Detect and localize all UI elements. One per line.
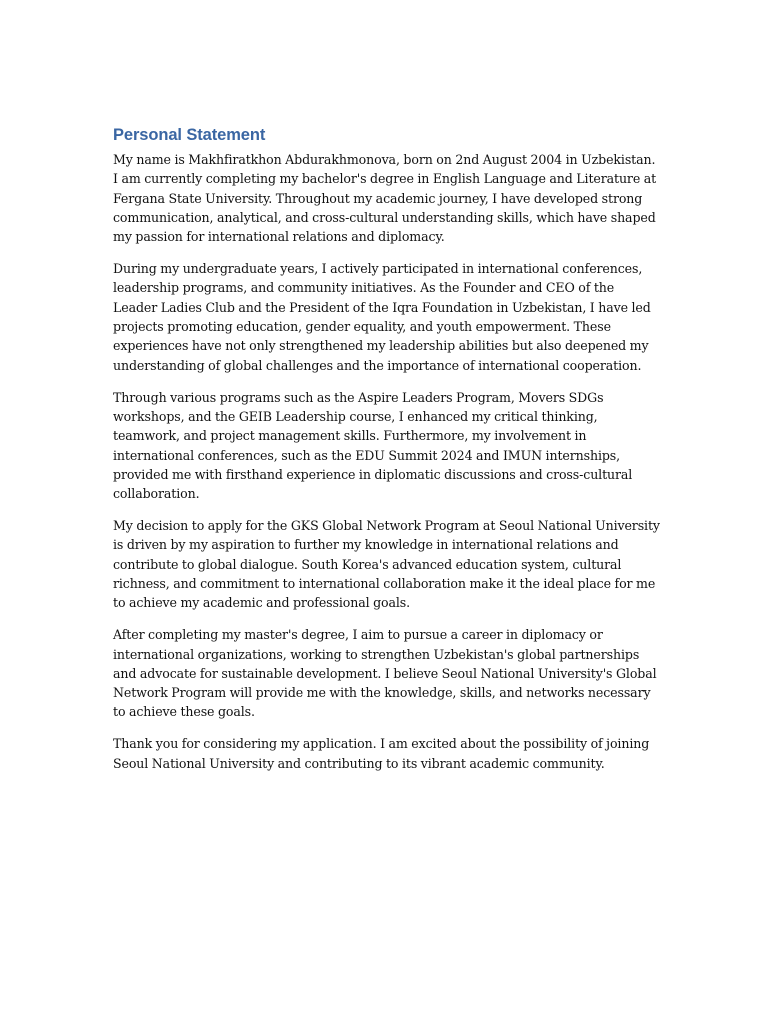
paragraph-closing: Thank you for considering my application. I am excited about the possibility of joining Seoul National University and contributing to its vibrant academic community. [113,736,650,771]
document-heading: Personal Statement [113,126,266,144]
document-body [113,124,661,786]
paragraph-undergraduate-experience: During my undergraduate years, I actively participated in international conferences, leadership programs, and community initiatives. As the Founder and CEO of the Leader Ladies Club and the President of the Iqra Foundation in Uzbekistan, I have led projects promoting education, gender equality, and youth empowerment. These experiences have not only strengthened my leadership abilities but also deepened my understanding of global challenges and the importance of international cooperation. [113,261,651,373]
paragraph-introduction: My name is Makhfiratkhon Abdurakhmonova, born on 2nd August 2004 in Uzbekistan. I am currently completing my bachelor's degree in English Language and Literature at Fergana State University. Throughout my academic journey, I have developed strong communication, analytical, and cross-cultural understanding skills, which have shaped my passion for international relations and diplomacy. [113,152,657,245]
paragraph-career-goals: After completing my master's degree, I aim to pursue a career in diplomacy or international organizations, working to strengthen Uzbekistan's global partnerships and advocate for sustainable development. I believe Seoul National University's Global Network Program will provide me with the knowledge, skills, and networks necessary to achieve these goals. [113,627,657,720]
paragraph-motivation: My decision to apply for the GKS Global Network Program at Seoul National University is driven by my aspiration to further my knowledge in international relations and contribute to global dialogue. South Korea's advanced education system, cultural richness, and commitment to international collaboration make it the ideal place for me to achieve my academic and professional goals. [113,518,660,611]
paragraph-programs: Through various programs such as the Aspire Leaders Program, Movers SDGs workshops, and the GEIB Leadership course, I enhanced my critical thinking, teamwork, and project management skills. Furthermore, my involvement in international conferences, such as the EDU Summit 2024 and IMUN internships, provided me with firsthand experience in diplomatic discussions and cross-cultural collaboration. [113,389,633,502]
